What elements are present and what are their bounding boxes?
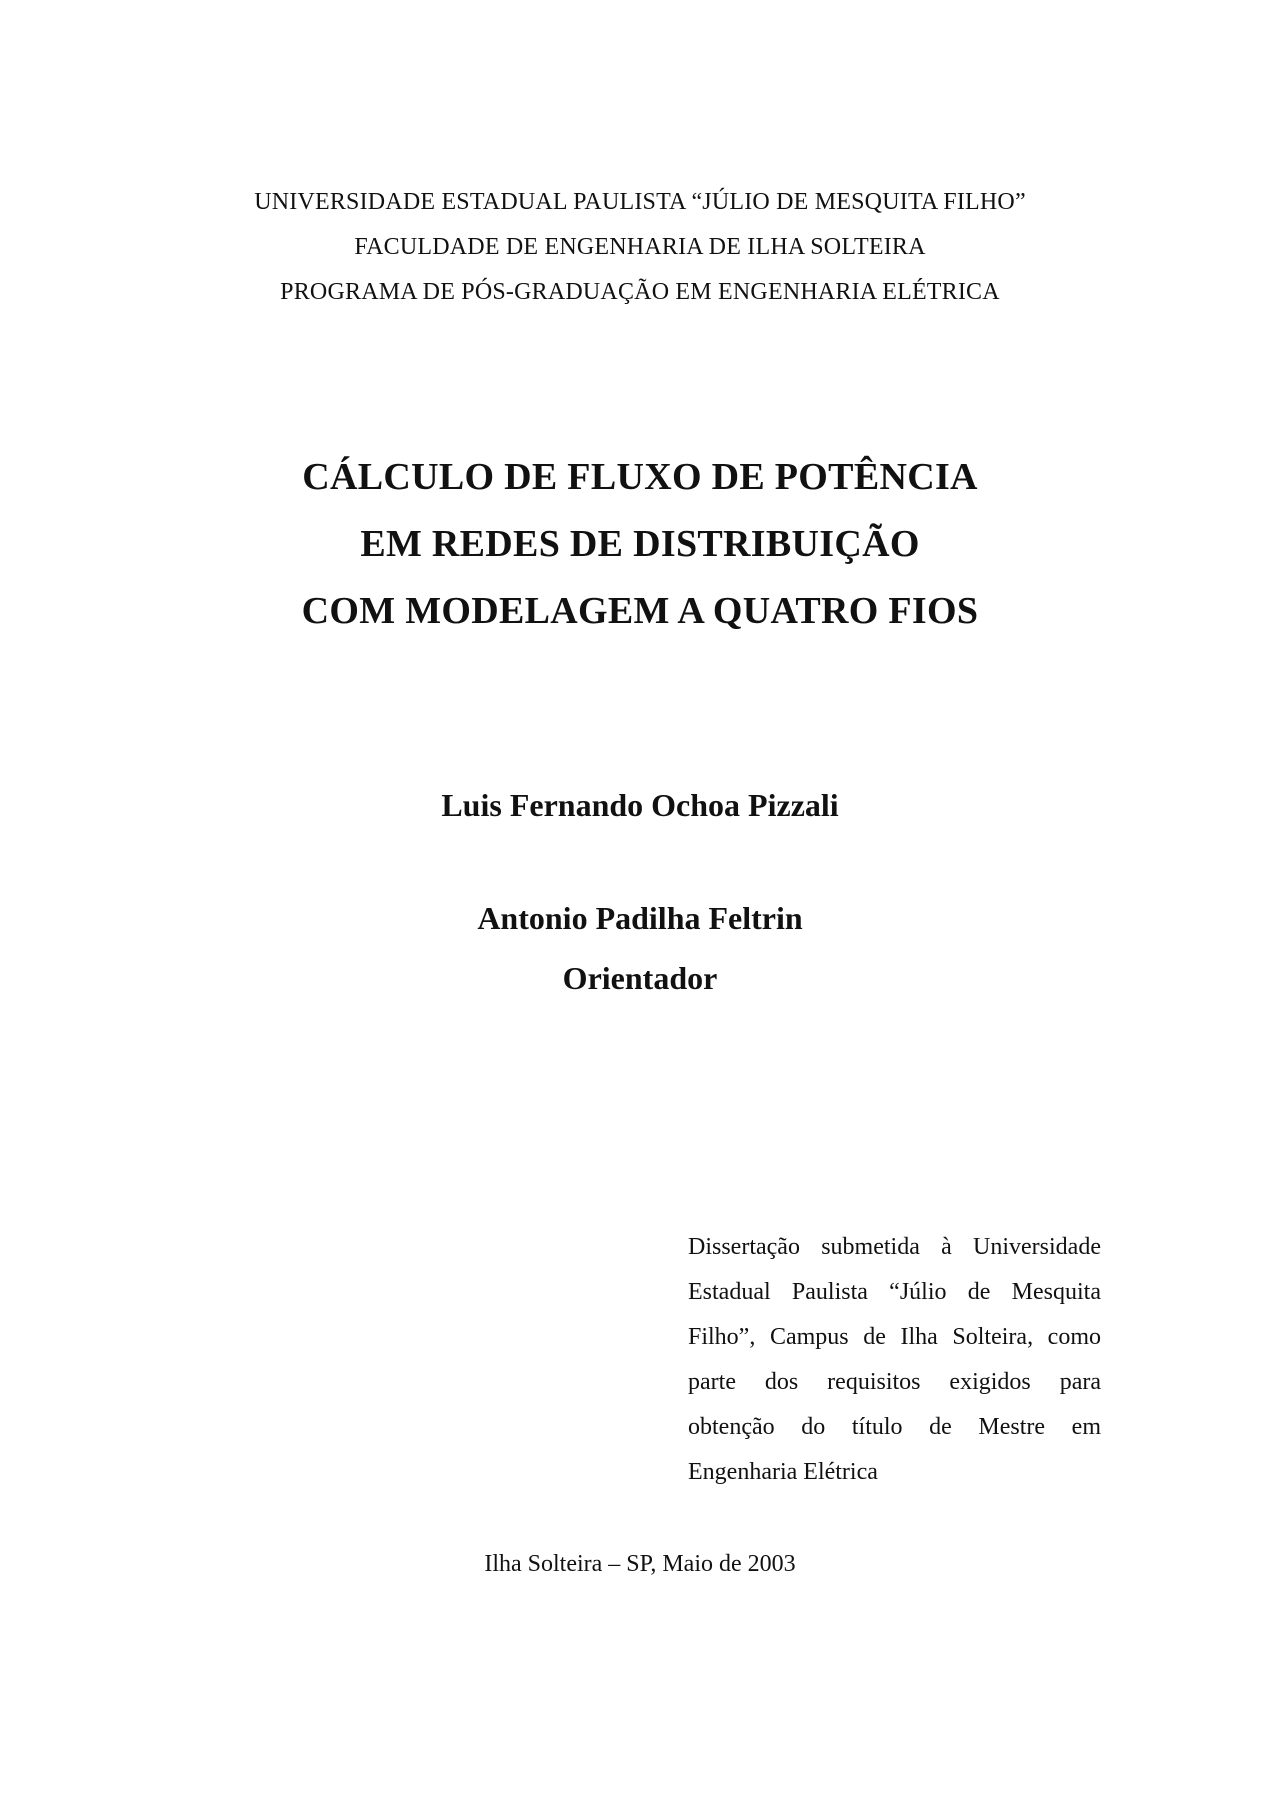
advisor-block [0,888,1280,1008]
title-line-3: COM MODELAGEM A QUATRO FIOS [301,590,979,632]
advisor-role: Orientador [562,960,718,996]
title-line-2: EM REDES DE DISTRIBUIÇÃO [360,523,920,565]
thesis-title [0,444,1280,645]
institution-header [0,180,1280,315]
title-line-1: CÁLCULO DE FLUXO DE POTÊNCIA [302,456,978,498]
faculty-name: FACULDADE DE ENGENHARIA DE ILHA SOLTEIRA [354,234,926,260]
submission-note: Dissertação submetida à Universidade Estadual Paulista “Júlio de Mesquita Filho”, Campus de Ilha Solteira, como parte dos requisitos exigidos para obtenção do título de Mestre em Engenharia Elétrica [688,1234,1101,1485]
place-date: Ilha Solteira – SP, Maio de 2003 [484,1551,796,1577]
author-name: Luis Fernando Ochoa Pizzali [441,787,839,823]
advisor-name: Antonio Padilha Feltrin [477,900,803,936]
program-name: PROGRAMA DE PÓS-GRADUAÇÃO EM ENGENHARIA ELÉTRICA [280,279,1000,305]
university-name: UNIVERSIDADE ESTADUAL PAULISTA “JÚLIO DE MESQUITA FILHO” [254,189,1026,215]
